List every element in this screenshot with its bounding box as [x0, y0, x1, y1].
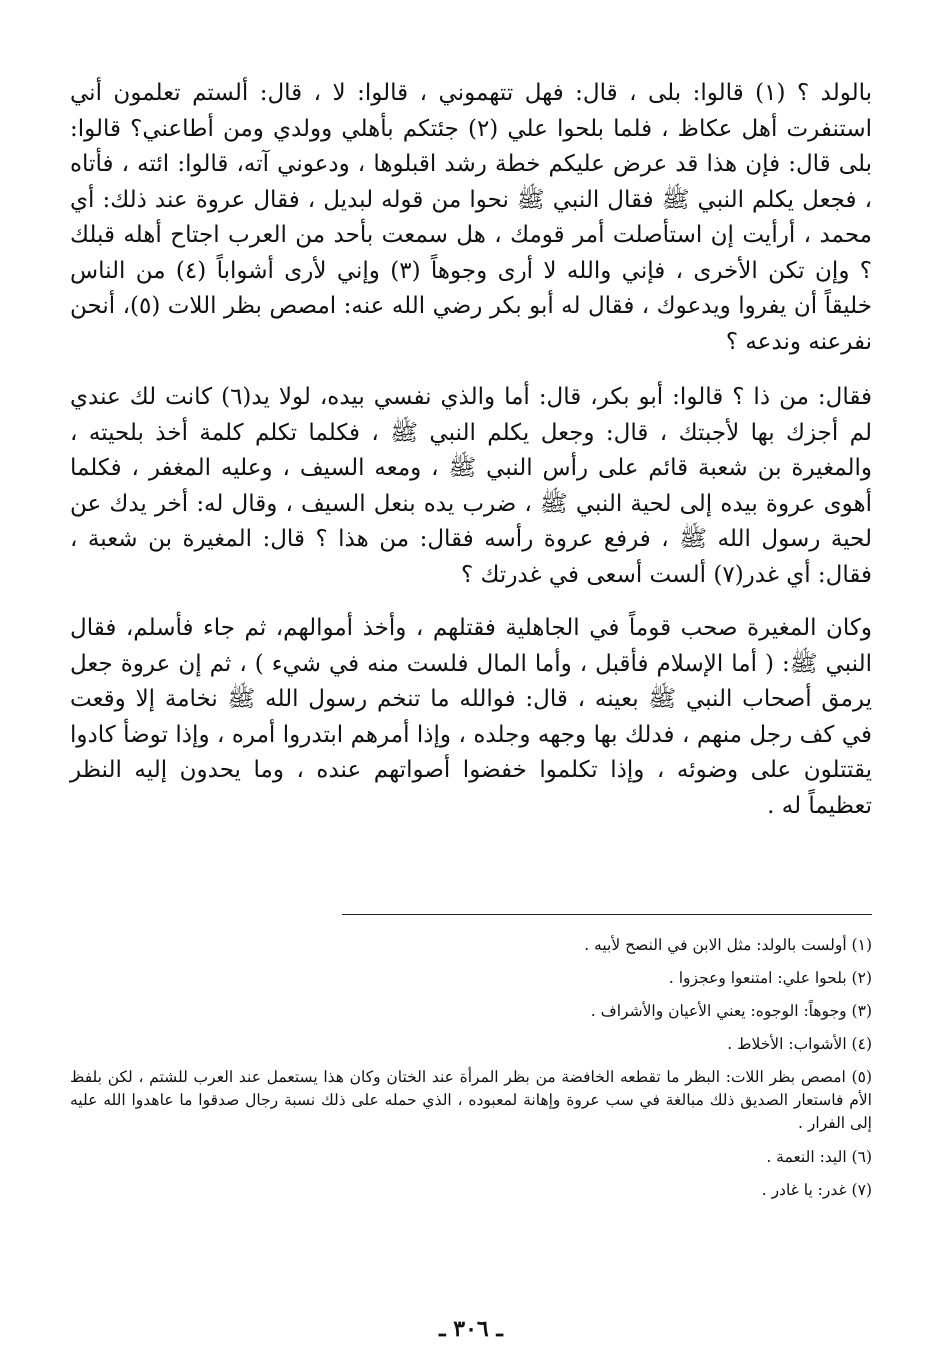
footnote-1: (١) أولست بالولد: مثل الابن في النصح لأبيه . — [584, 936, 872, 954]
footnote-4: (٤) الأشواب: الأخلاط . — [727, 1035, 872, 1053]
footnote-2: (٢) بلحوا علي: امتنعوا وعجزوا . — [668, 969, 872, 987]
footnotes-section — [70, 934, 872, 1212]
footnote-7: (٧) غدر: يا غادر . — [761, 1181, 872, 1199]
body-paragraph-2: فقال: من ذا ؟ قالوا: أبو بكر، قال: أما والذي نفسي بيده، لولا يد(٦) كانت لك عندي لم أجزك بها لأجبتك ، قال: وجعل يكلم النبي ﷺ ، فكلما تكلم كلمة أخذ بلحيته ، والمغيرة بن شعبة قائم على رأس النبي ﷺ ، ومعه السيف ، وعليه المغفر ، فكلما أهوى عروة بيده إلى لحية النبي ﷺ ، ضرب يده بنعل السيف ، وقال له: أخر يدك عن لحية رسول الله ﷺ ، فرفع عروة رأسه فقال: من هذا ؟ قال: المغيرة بن شعبة ، فقال: أي غدر(٧) ألست أسعى في غدرتك ؟ — [70, 384, 872, 588]
body-paragraph-3: وكان المغيرة صحب قوماً في الجاهلية فقتلهم ، وأخذ أموالهم، ثم جاء فأسلم، فقال النبي ﷺ: ( أما الإسلام فأقبل ، وأما المال فلست منه في شيء ) ، ثم إن عروة جعل يرمق أصحاب النبي ﷺ بعينه ، قال: فوالله ما تنخم رسول الله ﷺ نخامة إلا وقعت في كف رجل منهم ، فدلك بها وجهه وجلده ، وإذا أمرهم ابتدروا أمره ، وإذا توضأ كادوا يقتتلون على وضوئه ، وإذا تكلموا خفضوا أصواتهم عنده ، وما يحدون إليه النظر تعظيماً له . — [70, 615, 872, 819]
book-page — [70, 68, 872, 1353]
page-number: ـ ٣٠٦ ـ — [439, 1316, 503, 1342]
footnote-6: (٦) اليد: النعمة . — [766, 1148, 872, 1166]
footnote-5: (٥) امصص بظر اللات: البظر ما تقطعه الخافضة من بظر المرأة عند الختان وكان هذا يستعمل عند العرب للشتم ، لكن بلفظ الأم فاستعار الصديق ذلك مبالغة في سب عروة وإهانة لمعبوده ، الذي حمله على ذلك نسبة رجال صدقوا ما عاهدوا الله عليه إلى الفرار . — [70, 1068, 872, 1132]
body-paragraph-1: بالولد ؟ (١) قالوا: بلى ، قال: فهل تتهموني ، قالوا: لا ، قال: ألستم تعلمون أني استنفرت أهل عكاظ ، فلما بلحوا علي (٢) جئتكم بأهلي وولدي ومن أطاعني؟ قالوا: بلى قال: فإن هذا قد عرض عليكم خطة رشد اقبلوها ، ودعوني آته، قالوا: ائته ، فأتاه ، فجعل يكلم النبي ﷺ فقال النبي ﷺ نحوا من قوله لبديل ، فقال عروة عند ذلك: أي محمد ، أرأيت إن استأصلت أمر قومك ، هل سمعت بأحد من العرب اجتاح أهله قبلك ؟ وإن تكن الأخرى ، فإني والله لا أرى وجوهاً (٣) وإني لأرى أشواباً (٤) من الناس خليقاً أن يفروا ويدعوك ، فقال له أبو بكر رضي الله عنه: امصص بظر اللات (٥)، أنحن نفرعنه وندعه ؟ — [70, 80, 873, 355]
footnote-3: (٣) وجوهاً: الوجوه: يعني الأعيان والأشراف . — [590, 1002, 872, 1020]
footnote-divider — [342, 914, 872, 915]
